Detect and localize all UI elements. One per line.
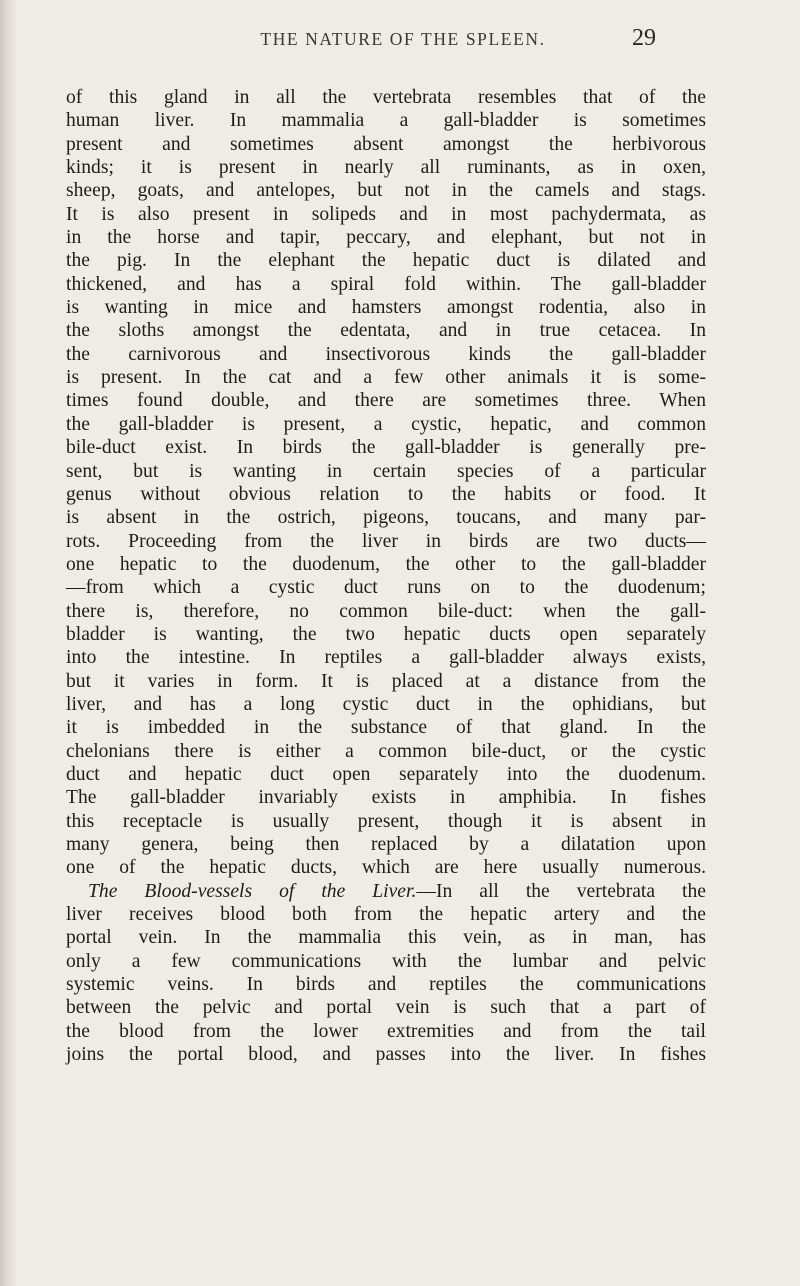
text-line: systemic veins. In birds and reptiles the communications	[66, 974, 706, 996]
text-line: present and sometimes absent amongst the herbivorous	[66, 133, 706, 155]
text-line: duct and hepatic duct open separately into the duodenum.	[66, 763, 706, 785]
text-line: The gall-bladder invariably exists in amphibia. In fishes	[66, 787, 706, 809]
text-line: portal vein. In the mammalia this vein, as in man, has	[66, 927, 706, 949]
text-line: but it varies in form. It is placed at a distance from the	[66, 670, 706, 692]
text-line: —from which a cystic duct runs on to the duodenum;	[66, 577, 706, 599]
text-line: is present. In the cat and a few other animals it is some-	[66, 367, 706, 389]
text-line: the sloths amongst the edentata, and in true cetacea. In	[66, 320, 706, 342]
text-line: of this gland in all the vertebrata resembles that of the	[66, 87, 706, 108]
section-heading: The Blood-vessels of the Liver.	[88, 880, 417, 902]
text-line: bile-duct exist. In birds the gall-bladder is generally pre-	[66, 437, 706, 459]
text-line: one hepatic to the duodenum, the other to the gall-bladder	[66, 553, 706, 575]
text-line: sheep, goats, and antelopes, but not in the camels and stags.	[66, 180, 706, 202]
text-line: It is also present in solipeds and in most pachydermata, as	[66, 203, 706, 225]
text-line: is absent in the ostrich, pigeons, toucans, and many par-	[66, 507, 706, 529]
text-line: the pig. In the elephant the hepatic duct is dilated and	[66, 250, 706, 272]
text-line: only a few communications with the lumbar and pelvic	[66, 950, 706, 972]
text-line: between the pelvic and portal vein is such that a part of	[66, 997, 706, 1019]
text-line: liver, and has a long cystic duct in the ophidians, but	[66, 693, 706, 715]
text-line: in the horse and tapir, peccary, and elephant, but not in	[66, 227, 706, 249]
text-line: chelonians there is either a common bile-duct, or the cystic	[66, 740, 706, 762]
text-line: thickened, and has a spiral fold within. The gall-bladder	[66, 273, 706, 295]
text-line: it is imbedded in the substance of that gland. In the	[66, 717, 706, 739]
text-line: kinds; it is present in nearly all ruminants, as in oxen,	[66, 157, 706, 179]
text-line: genus without obvious relation to the habits or food. It	[66, 483, 706, 505]
text-line: times found double, and there are sometimes three. When	[66, 390, 706, 412]
page-number: 29	[632, 25, 656, 51]
section-text: —In all the vertebrata the	[416, 880, 706, 902]
text-line: sent, but is wanting in certain species of a particular	[66, 460, 706, 482]
text-line: into the intestine. In reptiles a gall-bladder always exists,	[66, 647, 706, 669]
section-heading-line	[66, 880, 706, 903]
running-head: THE NATURE OF THE SPLEEN.	[260, 29, 546, 49]
text-line: there is, therefore, no common bile-duct: when the gall-	[66, 600, 706, 622]
text-line: rots. Proceeding from the liver in birds are two ducts—	[66, 530, 706, 552]
body-text	[66, 86, 706, 1066]
text-line: many genera, being then replaced by a dilatation upon	[66, 834, 706, 855]
text-line: this receptacle is usually present, though it is absent in	[66, 810, 706, 832]
text-line: joins the portal blood, and passes into the liver. In fishes	[66, 1044, 706, 1066]
page-binding-edge	[0, 0, 16, 1286]
text-line: the blood from the lower extremities and from the tail	[66, 1020, 706, 1042]
text-line: liver receives blood both from the hepatic artery and the	[66, 904, 706, 926]
text-line: the carnivorous and insectivorous kinds the gall-bladder	[66, 343, 706, 365]
text-line: bladder is wanting, the two hepatic ducts open separately	[66, 623, 706, 645]
text-line: one of the hepatic ducts, which are here usually numerous.	[66, 857, 706, 879]
text-line: the gall-bladder is present, a cystic, hepatic, and common	[66, 413, 706, 435]
text-line: is wanting in mice and hamsters amongst rodentia, also in	[66, 297, 706, 319]
text-line: human liver. In mammalia a gall-bladder is sometimes	[66, 110, 706, 132]
